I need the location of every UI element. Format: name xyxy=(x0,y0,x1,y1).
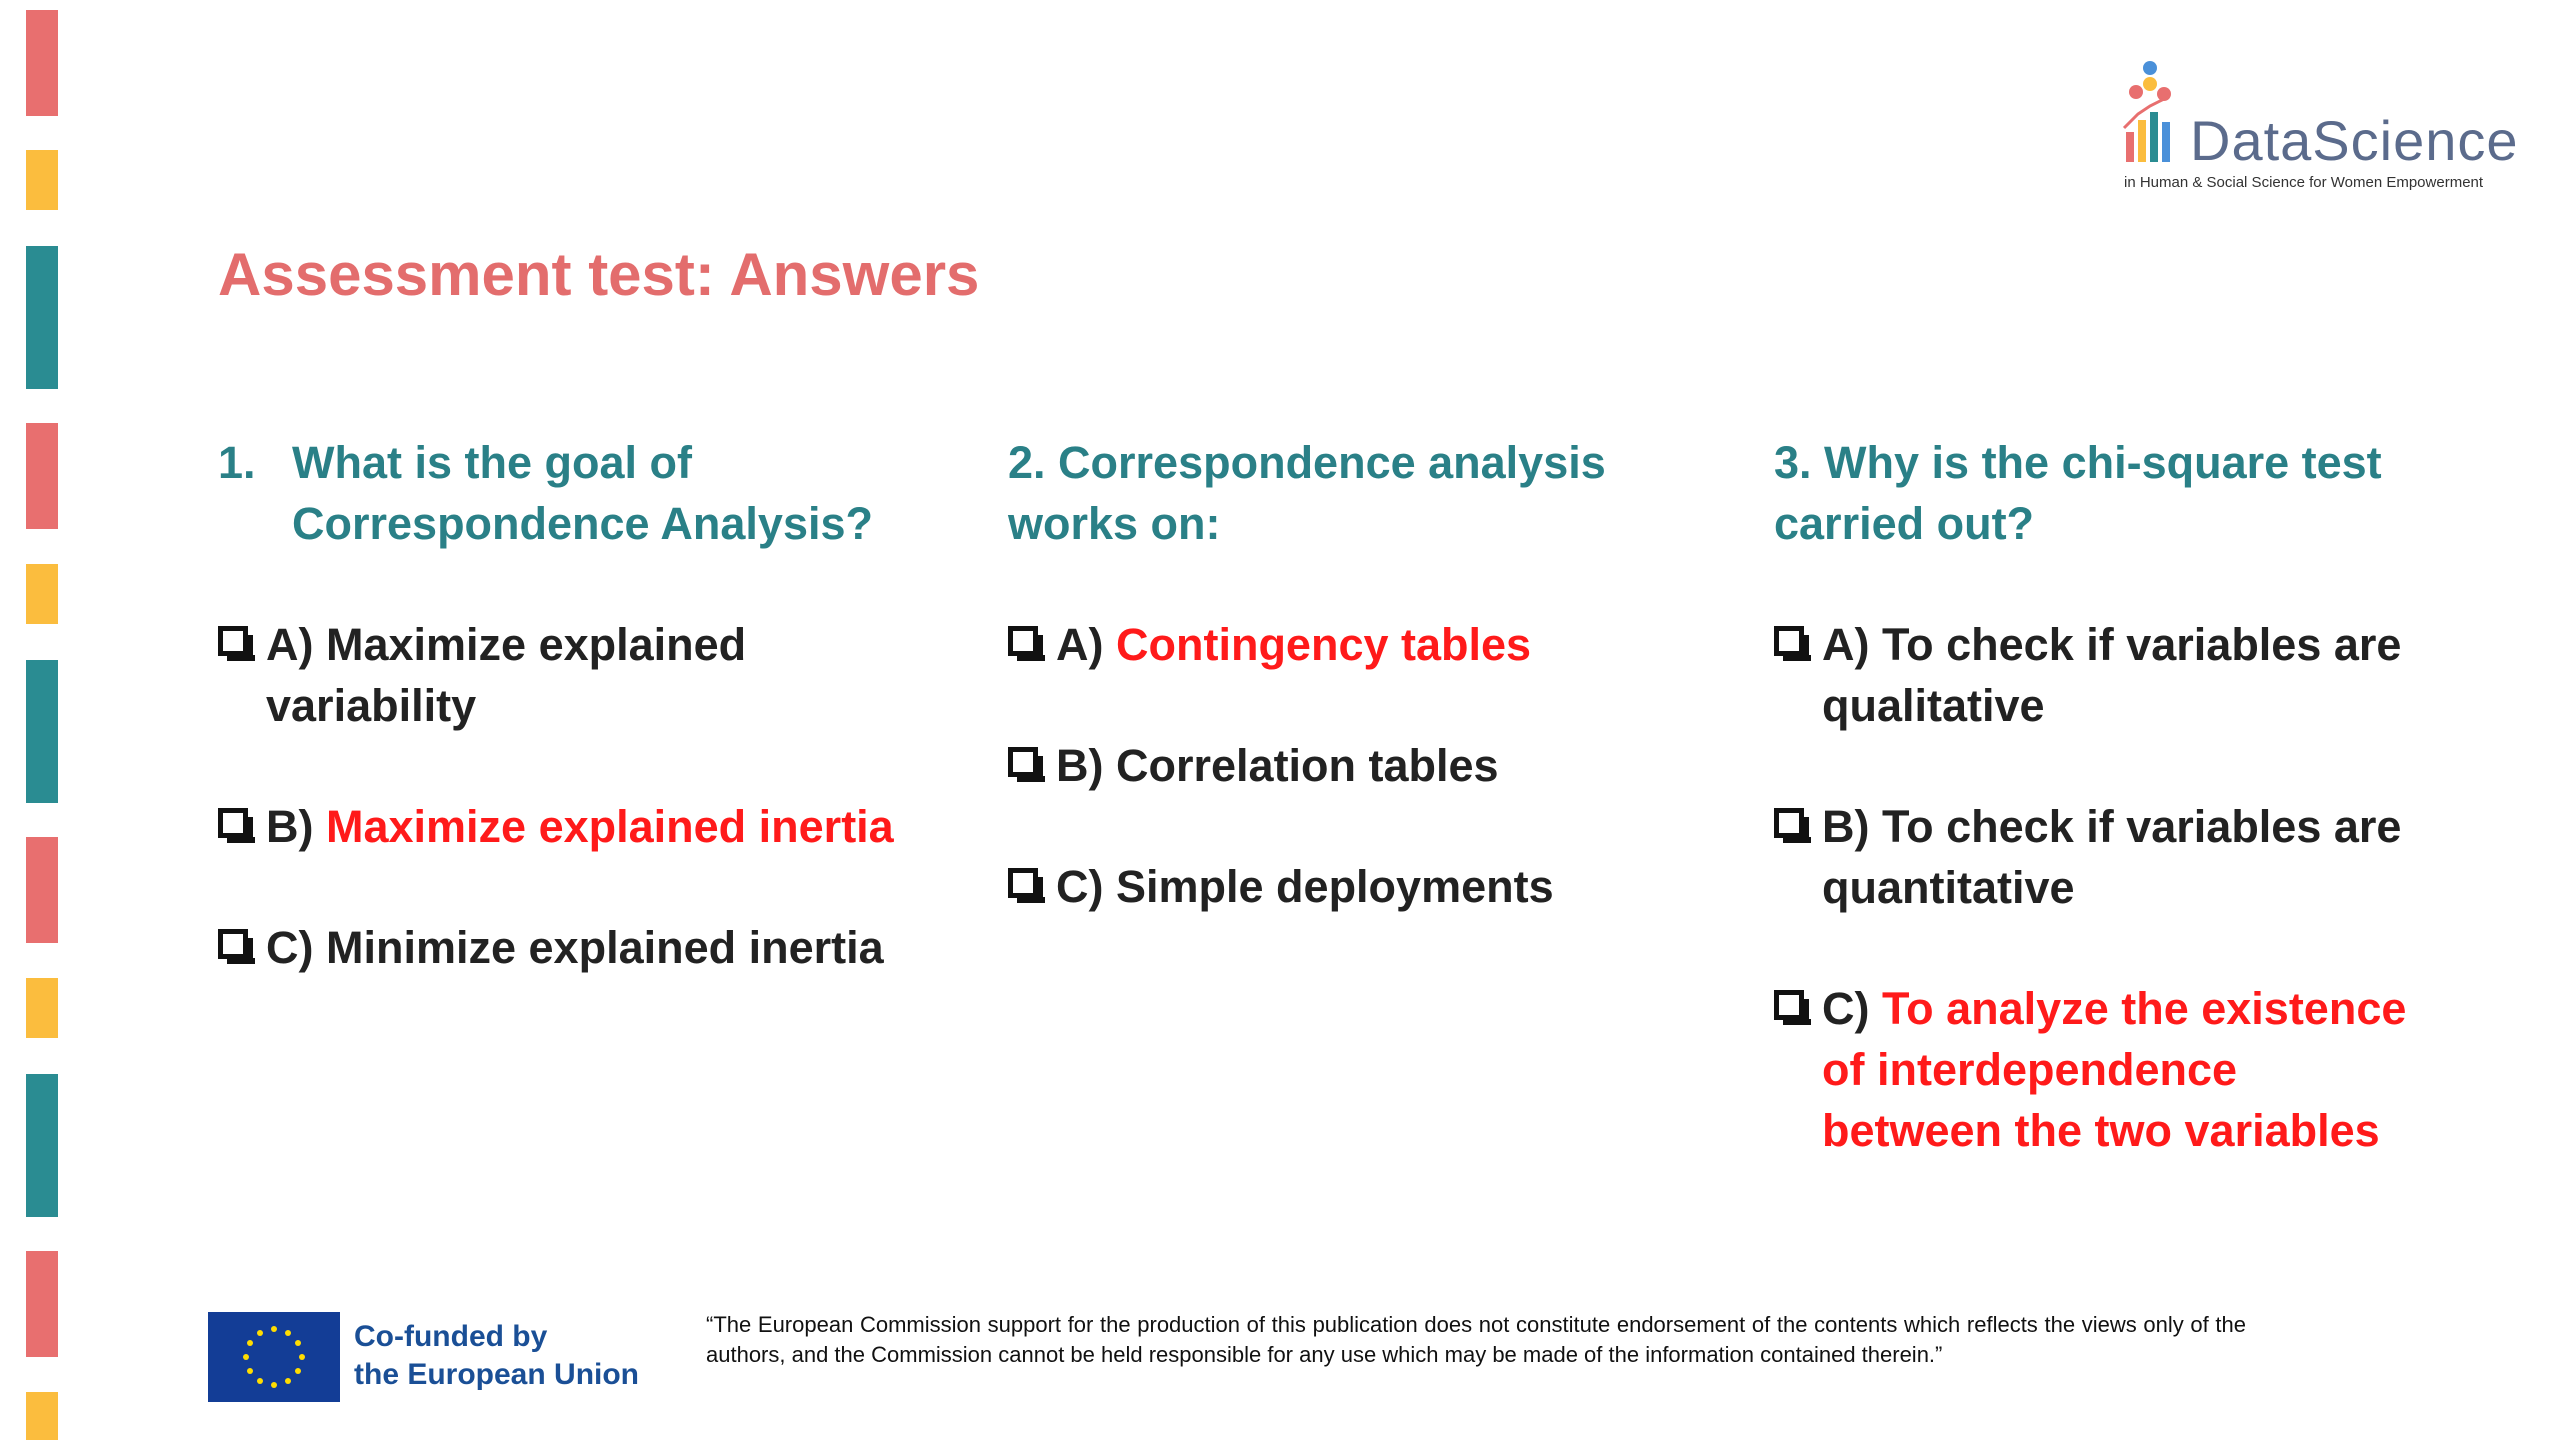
option-label: C) xyxy=(1056,861,1104,912)
options-list xyxy=(1008,614,1648,917)
checkbox-icon[interactable] xyxy=(1774,808,1804,838)
stripe-yellow xyxy=(26,150,58,210)
checkbox-icon[interactable] xyxy=(218,626,248,656)
stripe-yellow xyxy=(26,978,58,1038)
stripe-red xyxy=(26,1251,58,1357)
stripe-red xyxy=(26,10,58,116)
question-1 xyxy=(218,432,938,978)
question-number: 2. xyxy=(1008,437,1046,488)
checkbox-icon[interactable] xyxy=(1774,990,1804,1020)
question-number: 1. xyxy=(218,437,256,488)
option-label: B) xyxy=(1822,801,1870,852)
stripe-yellow xyxy=(26,1392,58,1440)
option-b[interactable] xyxy=(218,796,938,857)
stripe-teal xyxy=(26,660,58,803)
question-number: 3. xyxy=(1774,437,1812,488)
option-a[interactable] xyxy=(1008,614,1648,675)
option-text-correct: Maximize explained inertia xyxy=(326,801,894,852)
option-text: To check if variables are quantitative xyxy=(1822,801,2402,913)
option-label: C) xyxy=(1822,983,1870,1034)
question-text: Why is the chi-square test carried out? xyxy=(1774,437,2382,549)
option-text: Simple deployments xyxy=(1116,861,1554,912)
datascience-logo xyxy=(2120,58,2540,198)
stripe-red xyxy=(26,837,58,943)
checkbox-icon[interactable] xyxy=(1774,626,1804,656)
cofunded-text xyxy=(354,1318,639,1394)
question-3 xyxy=(1774,432,2414,1161)
stripe-yellow xyxy=(26,564,58,624)
stripe-red xyxy=(26,423,58,529)
question-3-heading xyxy=(1774,432,2414,554)
option-text-correct: To analyze the existence of interdependence between the two variables xyxy=(1822,983,2407,1156)
options-list xyxy=(1774,614,2414,1161)
checkbox-icon[interactable] xyxy=(218,929,248,959)
option-label: A) xyxy=(266,619,314,670)
option-text: Correlation tables xyxy=(1116,740,1499,791)
option-b[interactable] xyxy=(1008,735,1648,796)
checkbox-icon[interactable] xyxy=(218,808,248,838)
option-label: A) xyxy=(1056,619,1104,670)
option-c[interactable] xyxy=(218,917,938,978)
question-text: Correspondence analysis works on: xyxy=(1008,437,1606,549)
option-c[interactable] xyxy=(1008,856,1648,917)
question-text: What is the goal of Correspondence Analysis? xyxy=(292,437,874,549)
cofunded-line-1: Co-funded by xyxy=(354,1320,548,1353)
checkbox-icon[interactable] xyxy=(1008,747,1038,777)
option-c[interactable] xyxy=(1774,978,2414,1161)
option-label: B) xyxy=(266,801,314,852)
page-title: Assessment test: Answers xyxy=(218,241,980,308)
question-1-heading xyxy=(218,432,938,554)
logo-subtitle: in Human & Social Science for Women Empowerment xyxy=(2124,174,2484,191)
stripe-teal xyxy=(26,246,58,389)
option-text: Maximize explained variability xyxy=(266,619,747,731)
option-b[interactable] xyxy=(1774,796,2414,918)
disclaimer-text: “The European Commission support for the production of this publication does not constitute endorsement of the contents which reflects the views only of the authors, and the Commission cannot be held responsible for any use which may be made of the information contained therein.” xyxy=(706,1312,2246,1367)
option-text: To check if variables are qualitative xyxy=(1822,619,2402,731)
logo-graphic-icon xyxy=(2120,58,2200,168)
option-text: Minimize explained inertia xyxy=(326,922,884,973)
option-label: B) xyxy=(1056,740,1104,791)
logo-wordmark: DataScience xyxy=(2190,109,2519,172)
checkbox-icon[interactable] xyxy=(1008,868,1038,898)
stripe-teal xyxy=(26,1074,58,1217)
option-a[interactable] xyxy=(218,614,938,736)
option-label: C) xyxy=(266,922,314,973)
option-text-correct: Contingency tables xyxy=(1116,619,1532,670)
option-label: A) xyxy=(1822,619,1870,670)
checkbox-icon[interactable] xyxy=(1008,626,1038,656)
question-2 xyxy=(1008,432,1648,917)
options-list xyxy=(218,614,938,978)
cofunded-line-2: the European Union xyxy=(354,1358,639,1391)
eu-flag-icon xyxy=(208,1312,340,1402)
option-a[interactable] xyxy=(1774,614,2414,736)
question-2-heading xyxy=(1008,432,1648,554)
